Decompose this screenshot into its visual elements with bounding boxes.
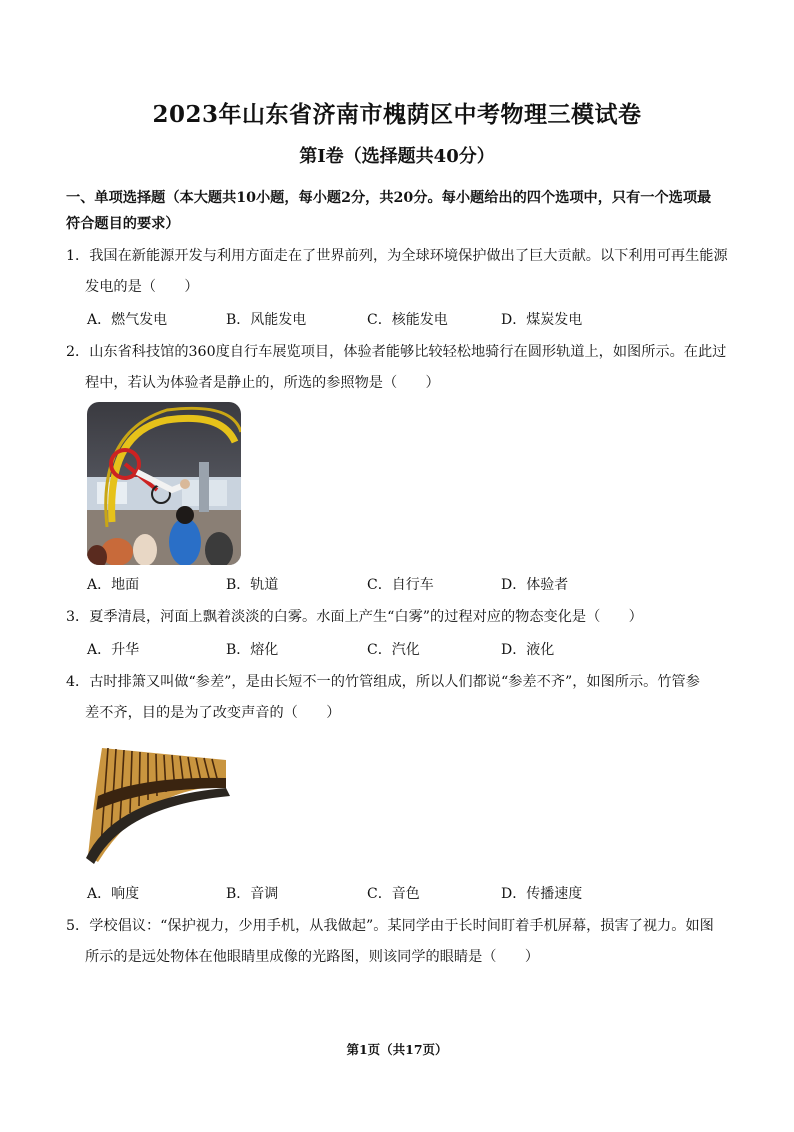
question-4-line2: 差不齐，目的是为了改变声音的（ ） bbox=[85, 705, 341, 721]
question-2-option-c: C．自行车 bbox=[367, 577, 434, 593]
question-1-option-a: A．燃气发电 bbox=[87, 312, 168, 328]
question-2-option-d: D．体验者 bbox=[501, 577, 569, 593]
page-footer: 第1页（共17页） bbox=[346, 1042, 448, 1057]
section-subtitle: 第Ⅰ卷（选择题共40分） bbox=[299, 146, 495, 167]
question-4-option-b: B．音调 bbox=[226, 886, 279, 902]
question-3-option-d: D．液化 bbox=[501, 642, 555, 658]
exam-title: 2023年山东省济南市槐荫区中考物理三模试卷 bbox=[152, 101, 642, 128]
question-1-line1: 1．我国在新能源开发与利用方面走在了世界前列，为全球环境保护做出了巨大贡献。以下利用可再生能源 bbox=[66, 248, 728, 264]
question-5-line1: 5．学校倡议：“保护视力，少用手机，从我做起”。某同学由于长时间盯着手机屏幕，损害了视力。如图 bbox=[66, 918, 714, 934]
question-2-line2: 程中，若认为体验者是静止的，所选的参照物是（ ） bbox=[85, 375, 440, 391]
bicycle-loop-photo bbox=[87, 402, 241, 565]
question-4-option-c: C．音色 bbox=[367, 886, 420, 902]
question-4-option-a: A．响度 bbox=[87, 886, 140, 902]
question-1-option-c: C．核能发电 bbox=[367, 312, 448, 328]
question-3-option-b: B．熔化 bbox=[226, 642, 279, 658]
question-5-line2: 所示的是远处物体在他眼睛里成像的光路图，则该同学的眼睛是（ ） bbox=[85, 949, 540, 965]
question-1-line2: 发电的是（ ） bbox=[85, 279, 199, 295]
question-3-line1: 3．夏季清晨，河面上飘着淡淡的白雾。水面上产生“白雾”的过程对应的物态变化是（ ） bbox=[66, 609, 643, 625]
question-3-option-c: C．汽化 bbox=[367, 642, 420, 658]
section-instructions-line1: 一、单项选择题（本大题共10小题，每小题2分，共20分。每小题给出的四个选项中，只有一个选项最 bbox=[66, 190, 712, 206]
question-2-option-b: B．轨道 bbox=[226, 577, 279, 593]
question-1-option-d: D．煤炭发电 bbox=[501, 312, 583, 328]
question-1-option-b: B．风能发电 bbox=[226, 312, 307, 328]
section-instructions-line2: 符合题目的要求） bbox=[66, 216, 180, 232]
question-3-option-a: A．升华 bbox=[87, 642, 140, 658]
question-4-option-d: D．传播速度 bbox=[501, 886, 583, 902]
panpipe-image bbox=[84, 738, 234, 866]
question-2-line1: 2．山东省科技馆的360度自行车展览项目，体验者能够比较轻松地骑行在圆形轨道上，如图所示。在此过 bbox=[66, 344, 727, 360]
question-2-option-a: A．地面 bbox=[87, 577, 140, 593]
question-4-line1: 4．古时排箫又叫做“参差”，是由长短不一的竹管组成，所以人们都说“参差不齐”，如图所示。竹管参 bbox=[66, 674, 700, 690]
